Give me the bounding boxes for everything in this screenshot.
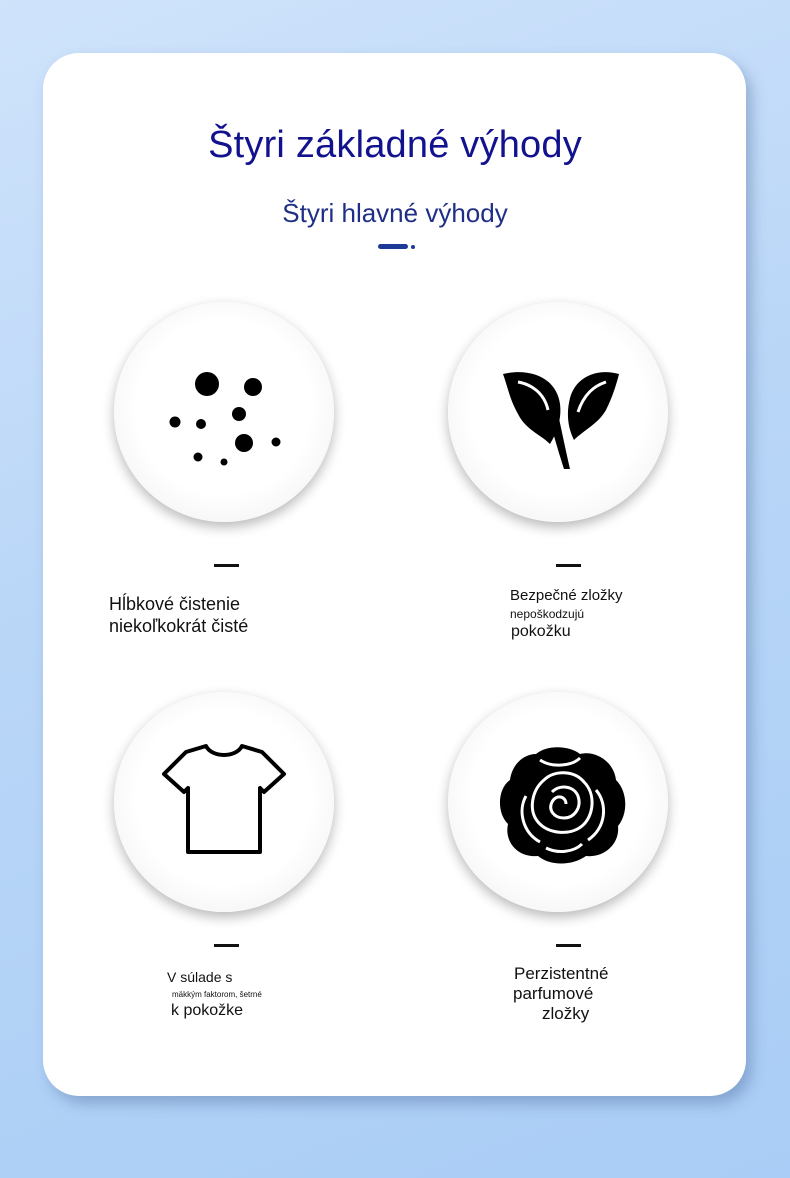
feature-label-line: Perzistentné (514, 964, 609, 983)
feature-label-line: nepoškodzujú (510, 607, 585, 621)
feature-circle-cleaning (114, 302, 334, 522)
feature-label-line: zložky (542, 1004, 590, 1023)
feature-divider (556, 944, 581, 947)
rose-icon (448, 692, 668, 912)
feature-circle-gentle (114, 692, 334, 912)
feature-circle-safe (448, 302, 668, 522)
feature-label-line: Hĺbkové čistenie (109, 594, 241, 614)
feature-circle-fragrance (448, 692, 668, 912)
page-subtitle: Štyri hlavné výhody (282, 198, 508, 228)
dirt-particles-icon (114, 302, 334, 522)
feature-label-line: V súlade s (167, 969, 233, 985)
title-underline (378, 244, 408, 249)
page-title: Štyri základné výhody (208, 124, 582, 166)
feature-label-line: k pokožke (171, 1002, 244, 1019)
feature-label-line: mäkkým faktorom, šetrné (172, 990, 262, 999)
feature-divider (214, 944, 239, 947)
feature-label-line: parfumové (513, 984, 594, 1003)
feature-label-line: niekoľkokrát čisté (109, 616, 249, 636)
feature-label-line: Bezpečné zložky (510, 587, 623, 604)
feature-divider (214, 564, 239, 567)
title-underline-dot (411, 245, 415, 249)
tshirt-icon (114, 692, 334, 912)
feature-label-line: pokožku (511, 623, 571, 640)
leaf-sprout-icon (448, 302, 668, 522)
feature-divider (556, 564, 581, 567)
